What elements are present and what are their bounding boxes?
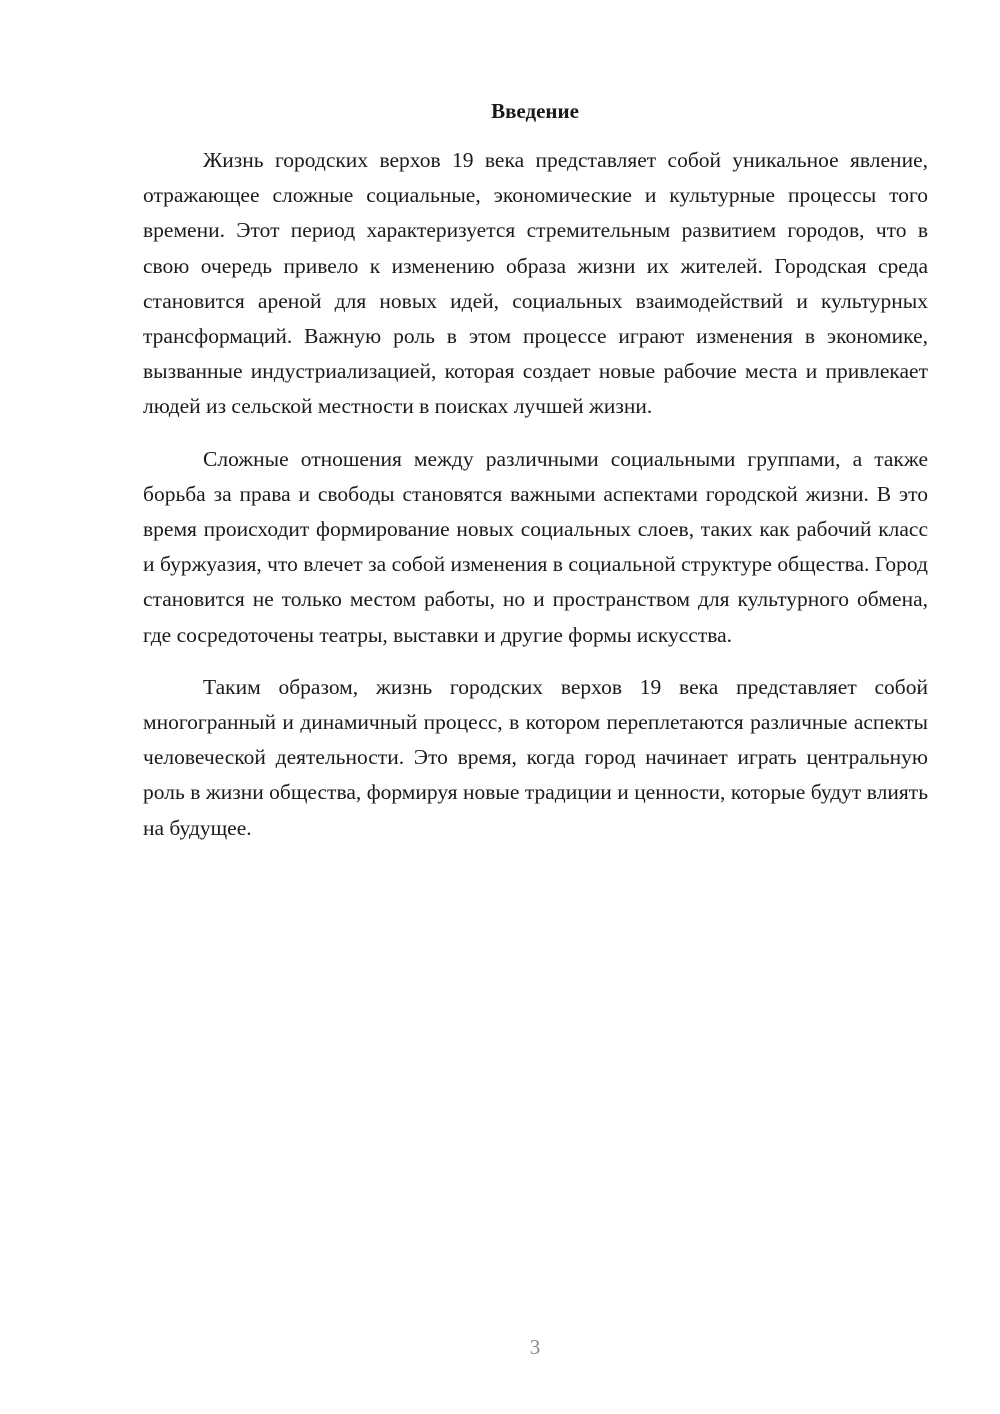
- paragraph-1: Жизнь городских верхов 19 века представляет собой уникальное явление, отражающее сложные социальные, экономические и культурные процессы того времени. Этот период характеризуется стремительным развитием городов, что в свою очередь привело к изменению образа жизни их жителей. Городская среда становится ареной для новых идей, социальных взаимодействий и культурных трансформаций. Важную роль в этом процессе играют изменения в экономике, вызванные индустриализацией, которая создает новые рабочие места и привлекает людей из сельской местности в поисках лучшей жизни.: [143, 148, 928, 419]
- section-title: Введение: [491, 99, 579, 123]
- paragraph-3: Таким образом, жизнь городских верхов 19 века представляет собой многогранный и динамичный процесс, в котором переплетаются различные аспекты человеческой деятельности. Это время, когда город начинает играть центральную роль в жизни общества, формируя новые традиции и ценности, которые будут влиять на будущее.: [143, 674, 928, 840]
- paragraph-2: Сложные отношения между различными социальными группами, а также борьба за права и свободы становятся важными аспектами городской жизни. В это время происходит формирование новых социальных слоев, таких как рабочий класс и буржуазия, что влечет за собой изменения в социальной структуре общества. Город становится не только местом работы, но и пространством для культурного обмена, где сосредоточены театры, выставки и другие формы искусства.: [143, 446, 928, 647]
- body-text: [143, 143, 928, 863]
- page-number: 3: [529, 1335, 541, 1359]
